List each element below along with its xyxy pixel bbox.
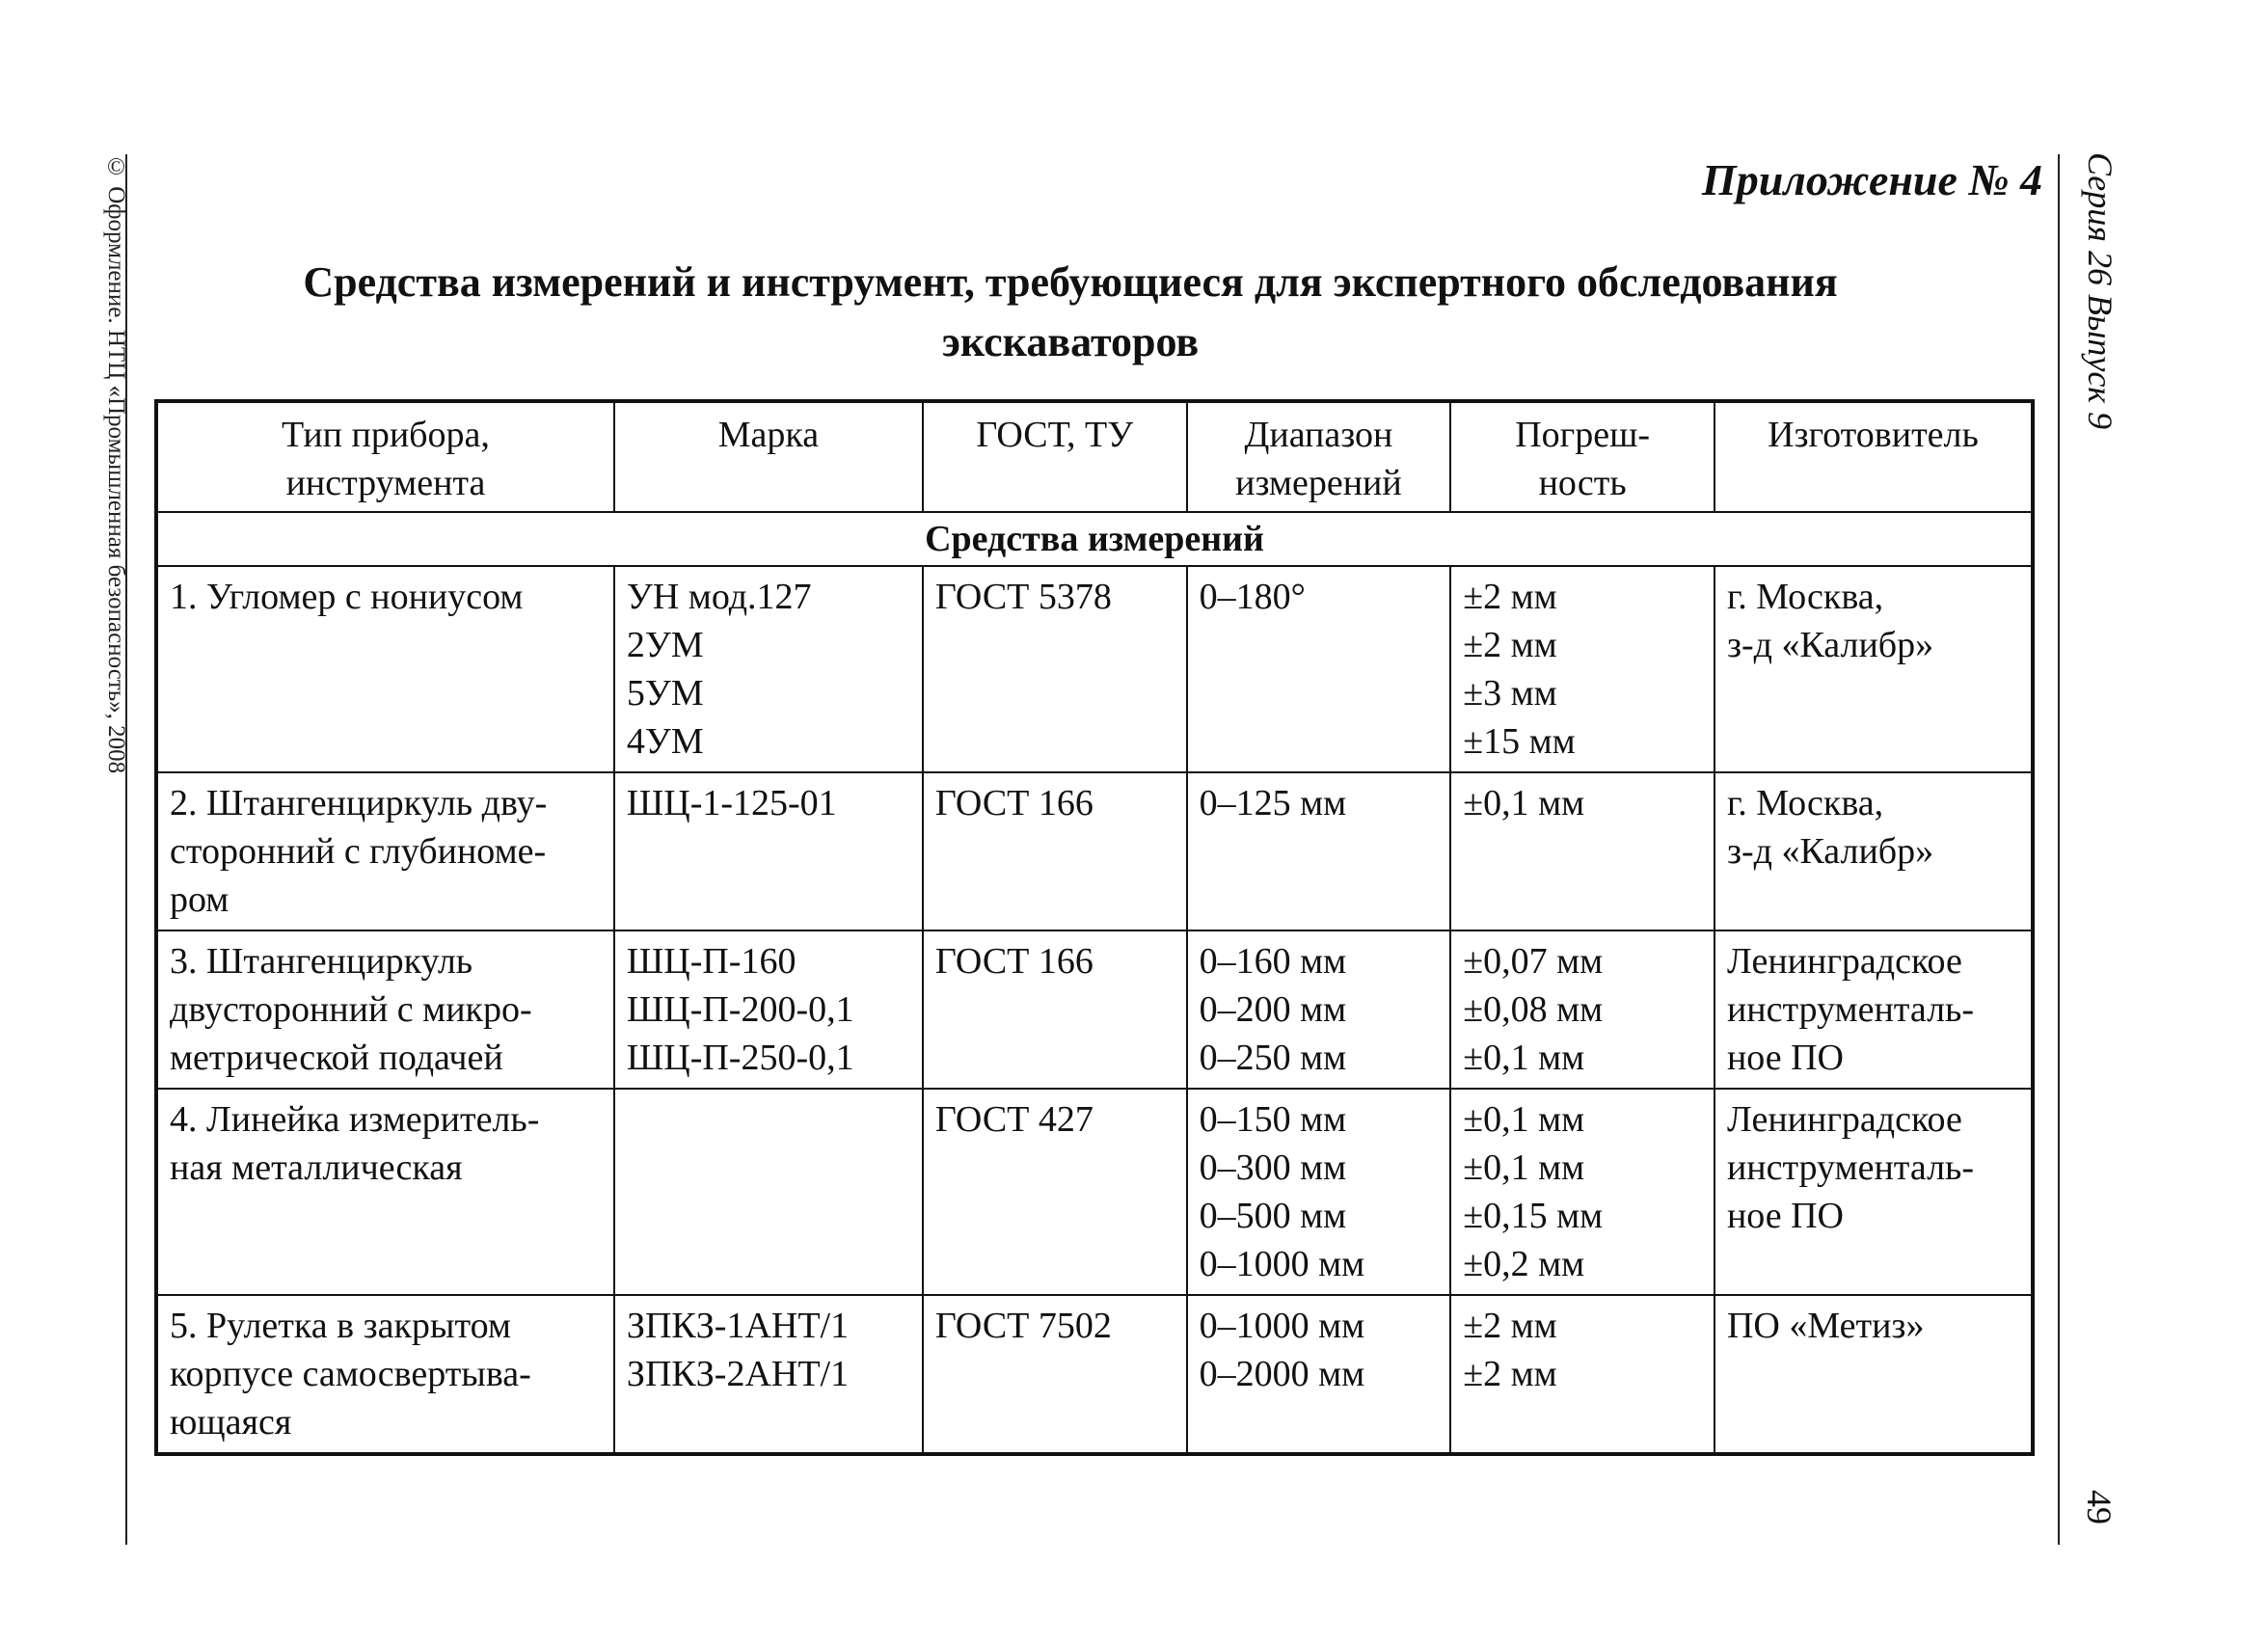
table-row xyxy=(156,772,2033,930)
table-row xyxy=(156,566,2033,772)
column-header-gost: ГОСТ, ТУ xyxy=(923,401,1187,512)
cell-range: 0–180° xyxy=(1187,566,1451,772)
cell-gost: ГОСТ 166 xyxy=(923,930,1187,1089)
series-label: Серия 26 Выпуск 9 xyxy=(2081,152,2120,430)
column-header-error: Погреш- ность xyxy=(1450,401,1714,512)
appendix-label: Приложение № 4 xyxy=(1701,155,2042,204)
cell-type: 4. Линейка измеритель- ная металлическая xyxy=(156,1089,614,1295)
right-margin-rule xyxy=(2058,154,2060,1545)
instruments-table xyxy=(154,399,2035,1456)
cell-gost: ГОСТ 7502 xyxy=(923,1295,1187,1454)
cell-brand: ЗПКЗ-1АНТ/1 ЗПКЗ-2АНТ/1 xyxy=(614,1295,923,1454)
cell-maker: г. Москва, з-д «Калибр» xyxy=(1714,566,2033,772)
cell-maker: ПО «Метиз» xyxy=(1714,1295,2033,1454)
cell-type: 2. Штангенциркуль дву- сторонний с глубиноме- ром xyxy=(156,772,614,930)
column-header-maker: Изготовитель xyxy=(1714,401,2033,512)
cell-gost: ГОСТ 427 xyxy=(923,1089,1187,1295)
cell-gost: ГОСТ 5378 xyxy=(923,566,1187,772)
cell-range: 0–150 мм 0–300 мм 0–500 мм 0–1000 мм xyxy=(1187,1089,1451,1295)
cell-error: ±0,1 мм xyxy=(1450,772,1714,930)
cell-error: ±2 мм ±2 мм xyxy=(1450,1295,1714,1454)
table-row xyxy=(156,930,2033,1089)
cell-error: ±2 мм ±2 мм ±3 мм ±15 мм xyxy=(1450,566,1714,772)
document-title xyxy=(231,253,1909,372)
cell-maker: г. Москва, з-д «Калибр» xyxy=(1714,772,2033,930)
cell-gost: ГОСТ 166 xyxy=(923,772,1187,930)
section-row xyxy=(156,512,2033,566)
cell-brand: УН мод.127 2УМ 5УМ 4УМ xyxy=(614,566,923,772)
cell-type: 3. Штангенциркуль двусторонний с микро- метрической подачей xyxy=(156,930,614,1089)
page-number xyxy=(2075,1490,2123,1548)
cell-range: 0–125 мм xyxy=(1187,772,1451,930)
cell-range: 0–160 мм 0–200 мм 0–250 мм xyxy=(1187,930,1451,1089)
copyright-margin xyxy=(96,154,135,887)
column-header-type: Тип прибора, инструмента xyxy=(156,401,614,512)
cell-range: 0–1000 мм 0–2000 мм xyxy=(1187,1295,1451,1454)
page-number-text: 49 xyxy=(2080,1490,2119,1524)
copyright-text: © Оформление. НТЦ «Промышленная безопасность», 2008 xyxy=(103,154,129,774)
table-row xyxy=(156,1295,2033,1454)
cell-brand: ШЦ-П-160 ШЦ-П-200-0,1 ШЦ-П-250-0,1 xyxy=(614,930,923,1089)
column-header-brand: Марка xyxy=(614,401,923,512)
table-header-row xyxy=(156,401,2033,512)
title-line-1: Средства измерений и инструмент, требующиеся для экспертного обследования xyxy=(303,258,1838,306)
title-line-2: экскаваторов xyxy=(941,318,1200,365)
cell-type: 5. Рулетка в закрытом корпусе самосвертыва- ющаяся xyxy=(156,1295,614,1454)
cell-maker: Ленинградское инструменталь- ное ПО xyxy=(1714,930,2033,1089)
cell-error: ±0,1 мм ±0,1 мм ±0,15 мм ±0,2 мм xyxy=(1450,1089,1714,1295)
column-header-range: Диапазон измерений xyxy=(1187,401,1451,512)
series-margin xyxy=(2071,152,2129,499)
cell-brand xyxy=(614,1089,923,1295)
table-row xyxy=(156,1089,2033,1295)
cell-error: ±0,07 мм ±0,08 мм ±0,1 мм xyxy=(1450,930,1714,1089)
cell-maker: Ленинградское инструменталь- ное ПО xyxy=(1714,1089,2033,1295)
section-title: Средства измерений xyxy=(156,512,2033,566)
cell-type: 1. Угломер с нониусом xyxy=(156,566,614,772)
cell-brand: ШЦ-1-125-01 xyxy=(614,772,923,930)
